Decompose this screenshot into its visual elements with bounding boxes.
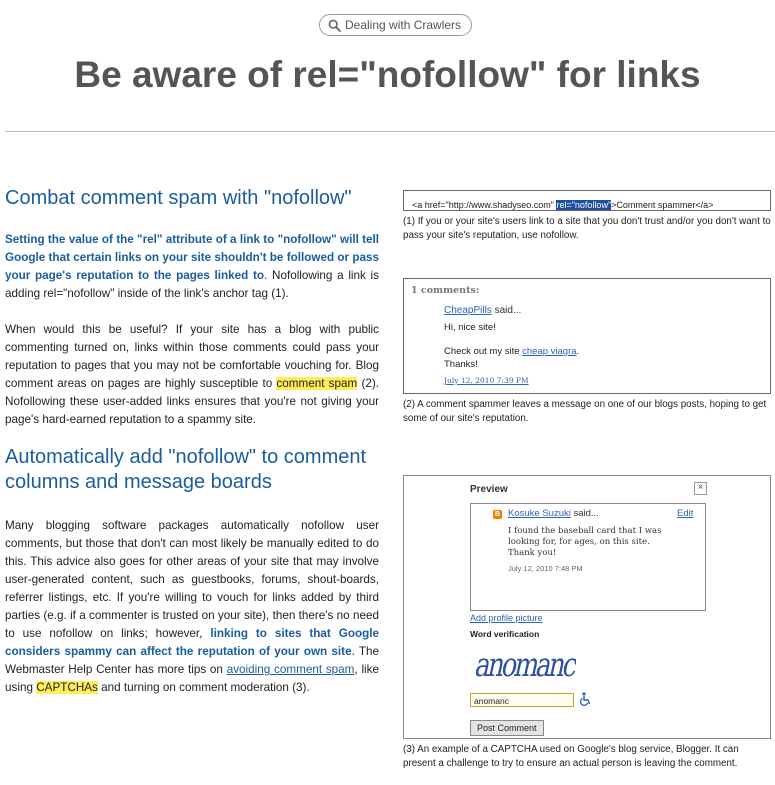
captcha-input[interactable]: anomanc bbox=[470, 693, 574, 707]
comment-date[interactable]: July 12, 2010 7:39 PM bbox=[444, 376, 529, 385]
preview-comment-body: I found the baseball card that I was looking for, for ages, on this site. Thank you! bbox=[508, 526, 662, 558]
paragraph-when-useful bbox=[5, 321, 379, 429]
figure-1-caption: (1) If you or your site's users link to a site that you don't trust and/or you don't want to pass your site's reputation, use nofollow. bbox=[403, 216, 771, 241]
when-useful-text: When would this be useful? If your site has a blog with public commenting turned on, links within those comments could pass your reputation to pages that you may not be comfortable vouching for. Blog comment areas on pages are highly susceptible to bbox=[5, 323, 379, 390]
page-title: Be aware of rel="nofollow" for links bbox=[74, 54, 701, 95]
code-snippet bbox=[412, 200, 713, 210]
word-verification-label: Word verification bbox=[470, 629, 540, 639]
blogger-icon: B bbox=[494, 511, 501, 518]
figure-3-blogger-preview bbox=[403, 475, 771, 739]
heading-combat-spam: Combat comment spam with "nofollow" bbox=[5, 187, 352, 209]
close-icon[interactable]: × bbox=[694, 482, 707, 495]
captcha-text: anomanc bbox=[476, 646, 576, 683]
comment-line-1: Hi, nice site! bbox=[444, 322, 496, 333]
preview-heading: Preview bbox=[470, 484, 508, 495]
paragraph-nofollow-intro bbox=[5, 231, 379, 303]
left-column bbox=[5, 186, 379, 697]
comment-said: said... bbox=[491, 305, 522, 316]
preview-frame bbox=[404, 476, 773, 740]
commenter-link[interactable]: CheapPills bbox=[444, 305, 492, 316]
figure-3-caption: (3) An example of a CAPTCHA used on Google's blog service, Blogger. It can present a challenge to try to ensure an actual person is leaving the comment. bbox=[403, 744, 739, 769]
heading-auto-nofollow: Automatically add "nofollow" to comment columns and message boards bbox=[5, 446, 367, 493]
figure-2-comment-box bbox=[403, 278, 771, 394]
preview-comment-date: July 12, 2010 7:48 PM bbox=[508, 564, 583, 573]
section-label bbox=[319, 14, 472, 36]
comment-line-2 bbox=[444, 346, 579, 357]
comment-line-2-text: Check out my site bbox=[444, 346, 523, 357]
avoiding-comment-spam-link[interactable]: avoiding comment spam bbox=[226, 663, 355, 676]
moderation-text: and turning on comment moderation (3). bbox=[97, 681, 310, 694]
comment-line-2-period: . bbox=[576, 346, 580, 357]
search-icon bbox=[328, 19, 341, 32]
paragraph-blogging-software bbox=[5, 517, 379, 697]
edit-link[interactable]: Edit bbox=[677, 508, 694, 519]
comment-count: 1 comments: bbox=[411, 285, 480, 296]
blogging-text: Many blogging software packages automatically nofollow user comments, but those that don't can most likely be manually edited to do this. This advice also goes for other areas of your site that may involve user-generated content, such as guestbooks, forums, shout-boards, referrer listings, etc. If you're willing to vouch for links added by third parties (e.g. if a commenter is trusted on your site), then there's no need to use nofollow on links; however, bbox=[5, 519, 379, 640]
post-comment-button[interactable]: Post Comment bbox=[470, 720, 544, 736]
code-anchor-start: <a href="http://www.shadyseo.com" bbox=[412, 200, 557, 210]
highlight-comment-spam: comment spam bbox=[276, 377, 358, 390]
intro-rest: . Nofollowing a link is adding rel="nofollow" inside of the link's anchor tag (1). bbox=[5, 269, 379, 300]
comment-header bbox=[444, 305, 521, 316]
comment-line-3: Thanks! bbox=[444, 359, 478, 370]
title-divider bbox=[5, 131, 775, 132]
help-center-text: . The Webmaster Help Center has more tips on bbox=[5, 645, 379, 676]
highlight-captchas: CAPTCHAs bbox=[36, 681, 98, 694]
when-useful-text-end: (2). Nofollowing these user-added links ensures that you're not giving your page's hard-earned reputation to a spammy site. bbox=[5, 377, 379, 426]
add-profile-picture-link[interactable]: Add profile picture bbox=[470, 613, 543, 623]
spam-link[interactable]: cheap viagra bbox=[522, 346, 577, 357]
code-rel-nofollow: rel="nofollow" bbox=[556, 200, 612, 210]
figure-1-code-box bbox=[403, 190, 771, 211]
figure-2-caption: (2) A comment spammer leaves a message on one of our blogs posts, hoping to get some of our site's reputation. bbox=[403, 399, 767, 424]
captcha-intro-text: , like using bbox=[5, 663, 379, 694]
code-anchor-end: >Comment spammer</a> bbox=[611, 200, 714, 210]
preview-author-link[interactable]: Kosuke Suzuki bbox=[508, 508, 571, 519]
spammy-sites-bold: linking to sites that Google considers spammy can affect the reputation of your own site bbox=[5, 627, 379, 658]
preview-said: said... bbox=[570, 508, 599, 519]
section-label-text: Dealing with Crawlers bbox=[345, 18, 462, 32]
intro-bold: Setting the value of the "rel" attribute of a link to "nofollow" will tell Google that certain links on your site shouldn't be followed or pass your page's reputation to the pages linked to bbox=[5, 233, 379, 282]
